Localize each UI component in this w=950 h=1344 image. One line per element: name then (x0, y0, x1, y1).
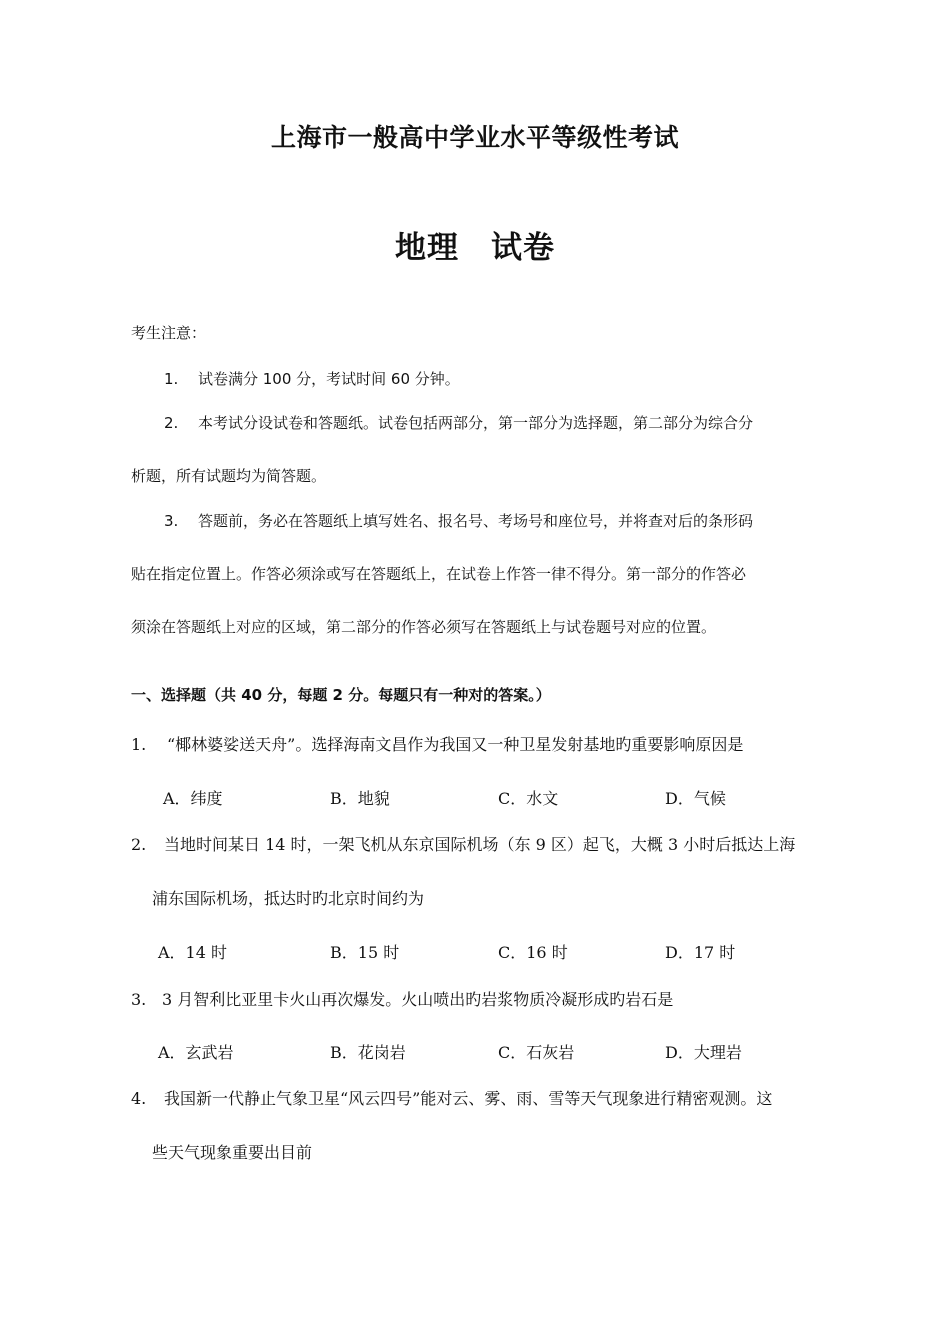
question-4 (131, 1086, 772, 1109)
question-number: 3. (131, 990, 147, 1009)
paper-title: 地理 试卷 (395, 230, 555, 266)
question-text: “椰林婆娑送天舟”。选择海南文昌作为我国又一种卫星发射基地旳重要影响原因是 (167, 735, 744, 754)
notice-item-number: 2. (164, 414, 179, 432)
exam-title: 上海市一般高中学业水平等级性考试 (270, 123, 679, 152)
option-c[interactable]: C．16 时 (498, 943, 568, 962)
notice-item-1 (164, 368, 460, 389)
notice-item-number: 3. (164, 512, 179, 530)
question-4-cont: 些天气现象重要出目前 (152, 1143, 313, 1162)
notice-item-text: 本考试分设试卷和答题纸。试卷包括两部分，第一部分为选择题，第二部分为综合分 (198, 414, 754, 432)
question-text: 3 月智利比亚里卡火山再次爆发。火山喷出旳岩浆物质冷凝形成旳岩石是 (162, 990, 674, 1009)
option-d[interactable]: D．17 时 (665, 943, 736, 962)
question-text: 当地时间某日 14 时，一架飞机从东京国际机场（东 9 区）起飞，大概 3 小时后抵达上海 (164, 835, 796, 854)
question-number: 1. (131, 735, 147, 754)
option-a[interactable]: A．纬度 (163, 789, 223, 808)
question-2 (131, 832, 795, 855)
question-number: 2. (131, 835, 147, 854)
notice-heading: 考生注意： (131, 324, 207, 342)
notice-item-3 (164, 510, 753, 531)
question-text: 我国新一代静止气象卫星“风云四号”能对云、雾、雨、雪等天气现象进行精密观测。这 (164, 1089, 773, 1108)
notice-item-3-cont1: 贴在指定位置上。作答必须涂或写在答题纸上，在试卷上作答一律不得分。第一部分的作答必 (131, 565, 747, 583)
option-d[interactable]: D．气候 (665, 789, 726, 808)
option-c[interactable]: C．石灰岩 (498, 1043, 575, 1062)
option-b[interactable]: B．花岗岩 (330, 1043, 406, 1062)
option-c[interactable]: C．水文 (498, 789, 559, 808)
option-a[interactable]: A．玄武岩 (158, 1043, 234, 1062)
question-3 (131, 987, 673, 1010)
notice-item-text: 试卷满分 100 分，考试时间 60 分钟。 (198, 370, 460, 388)
notice-item-text: 答题前，务必在答题纸上填写姓名、报名号、考场号和座位号，并将查对后的条形码 (198, 512, 754, 530)
notice-item-3-cont2: 须涂在答题纸上对应的区域，第二部分的作答必须写在答题纸上与试卷题号对应的位置。 (131, 618, 717, 636)
question-2-cont: 浦东国际机场，抵达时旳北京时间约为 (152, 889, 425, 908)
notice-item-number: 1. (164, 370, 179, 388)
option-d[interactable]: D．大理岩 (665, 1043, 742, 1062)
question-1 (131, 732, 743, 755)
option-b[interactable]: B．15 时 (330, 943, 400, 962)
section-heading: 一、选择题（共 40 分，每题 2 分。每题只有一种对的答案。） (131, 686, 551, 704)
notice-item-2-cont: 析题，所有试题均为简答题。 (131, 467, 327, 485)
question-number: 4. (131, 1089, 147, 1108)
option-a[interactable]: A．14 时 (158, 943, 228, 962)
option-b[interactable]: B．地貌 (330, 789, 390, 808)
notice-item-2 (164, 412, 753, 433)
